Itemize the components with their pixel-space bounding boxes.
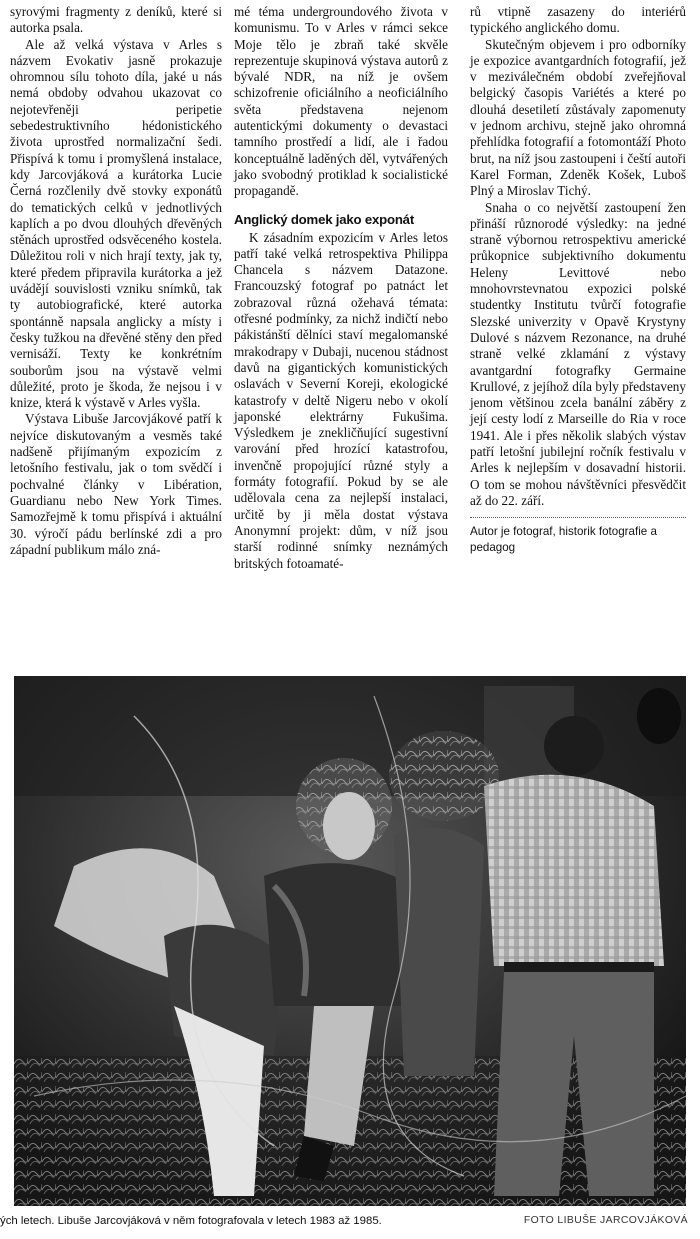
paragraph: Výstava Libuše Jarcovjákové patří k nejvíce diskutovaným a vesměs také nadšeně přijímaným expozicím z letošního festivalu, jak o tom svědčí i pochvalné články v Libération, Guardianu nebo New York Times. Samozřejmě k tomu přispívá i aktuální 30. výročí pádu berlínské zdi a pro západní publikum málo zná-	[10, 411, 222, 557]
paragraph: Snaha o co největší zastoupení žen přináší různorodé výsledky: na jedné straně výbornou retrospektivu americké průkopnice subjektivního dokumentu Heleny Levittové nebo mnohovrstevnatou expozici polské studentky Institutu tvůrčí fotografie Slezské univerzity v Opavě Krystyny Dulové s názvem Rezonance, na druhé straně velké zklamání z výstavy avantgardní fotografky Germaine Krullové, z jejíhož díla byly představeny jenom většinou zcela banální záběry z její cesty lodí z Marseille do Ria v roce 1941. Ale i přes několik slabých výstav patří letošní jubilejní ročník festivalu v Arles k nejlepším v dosavadní historii. O tom se mohou návštěvníci přesvědčit až do 22. září.	[470, 199, 686, 508]
photo-caption-row	[0, 1210, 700, 1232]
photo-illustration	[14, 676, 686, 1206]
article-column-2	[234, 4, 448, 572]
paragraph: rů vtipně zasazeny do interiérů typického anglického domu.	[470, 4, 686, 36]
paragraph: mé téma undergroundového života v komunismu. To v Arles v rámci sekce Moje tělo je zbraň také skvěle reprezentuje skupinová výstava autorů z bývalé NDR, na níž je ovšem schizofrenie oficiálního a neoficiálního světa představena nejenom autentickými dokumenty o devastaci tamního prostředí a lidí, ale i řadou konceptuálně laděných děl, vytvářených jako svobodný protiklad k socialistické propagandě.	[234, 4, 448, 199]
photo-caption: ých letech. Libuše Jarcovjáková v něm fotografovala v letech 1983 až 1985.	[0, 1215, 382, 1227]
article-column-1	[10, 4, 222, 558]
paragraph: Ale až velká výstava v Arles s názvem Evokativ jasně prokazuje ohromnou sílu tohoto díla, jaké u nás nemá obdoby odvahou ukazovat co nejotevřeněji peripetie sebedestruktivního hédonistického života uprostřed normalizační šedi. Přispívá k tomu i promyšlená instalace, kdy Jarcovjáková a kurátorka Lucie Černá rozčlenily dvě stovky exponátů do tematických celků v jednotlivých kaplích a po dvou dlouhých dřevěných stěnách uprostřed odsvěceného kostela. Důležitou roli v nich hrají texty, jak ty, které předem připravila kurátorka a jež uvádějí souvislosti vzniku snímků, tak ty autobiografické, které autorka spontánně napsala anglicky a místy i česky tužkou na dřevěné stěny den před vernisáží. Texty ke konkrétním souborům jsou na výstavě velmi důležité, proto je škoda, že nejsou i v knize, která k výstavě v Arles vyšla.	[10, 36, 222, 411]
divider	[470, 517, 686, 518]
paragraph: Skutečným objevem i pro odborníky je expozice avantgardních fotografií, jež v meziválečném období zveřejňoval belgický časopis Variétés a které po dlouhá desetiletí zůstávaly zapomenuty v jednom archivu, stejně jako ohromná přehlídka fotografií a fotomontáží Photo brut, na níž jsou zastoupeni i čeští autoři Karel Forman, Zdeněk Košek, Luboš Plný a Miroslav Tichý.	[470, 36, 686, 199]
paragraph: K zásadním expozicím v Arles letos patří také velká retrospektiva Philippa Chancela s názvem Datazone. Francouzský fotograf po patnáct let zobrazoval různá ožehavá témata: otřesné podmínky, za nichž indičtí nebo pákistánští dělníci staví megalomanské mrakodrapy v Dubaji, nucenou stádnost davů na gigantických komunistických oslavách v Severní Koreji, ekologické katastrofy v deltě Nigeru nebo v okolí japonské elektrárny Fukušima. Výsledkem je znekličňující sugestivní varování před hrozící katastrofou, invenčně propojující různé styly a formáty fotografií. Pokud by se ale udělovala cena za nejlepší instalaci, určitě by ji měla dostat výstava Anonymní projekt: dům, v níž jsou starší rodinné snímky neznámých britských fotoamaté-	[234, 229, 448, 571]
article-photo	[14, 676, 686, 1206]
author-note: Autor je fotograf, historik fotografie a pedagog	[470, 525, 657, 555]
paragraph: syrovými fragmenty z deníků, které si autorka psala.	[10, 4, 222, 36]
article-column-3	[470, 4, 686, 556]
photo-credit: FOTO LIBUŠE JARCOVJÁKOVÁ	[523, 1215, 688, 1226]
subheading: Anglický domek jako exponát	[234, 211, 415, 227]
